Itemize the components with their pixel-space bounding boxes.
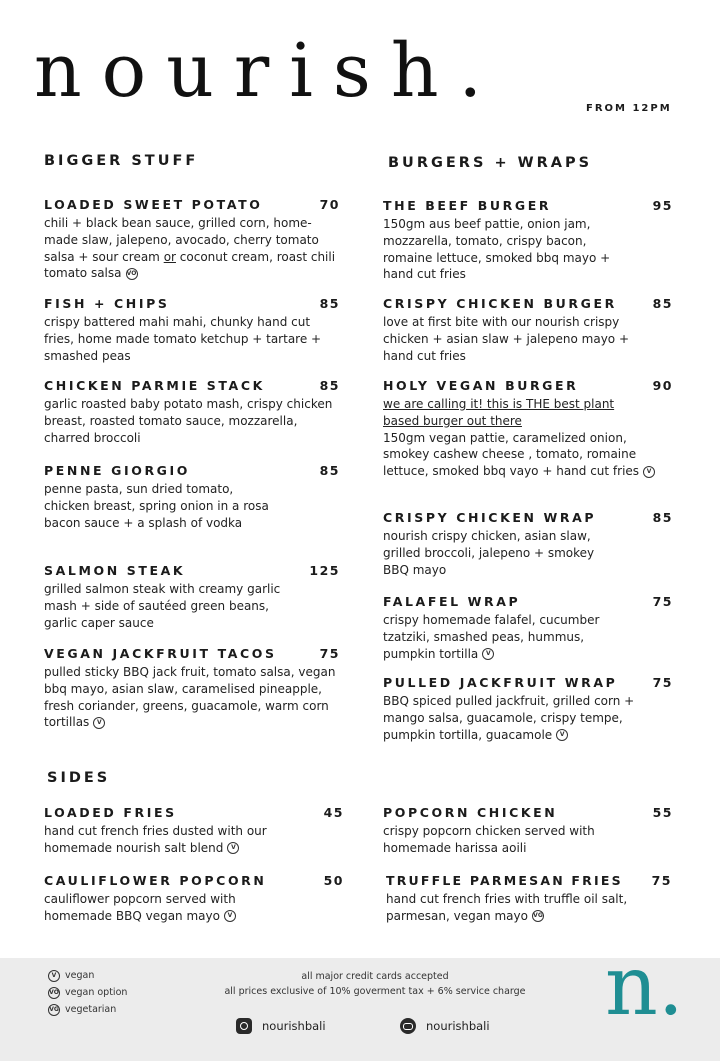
item-name: LOADED FRIES bbox=[44, 805, 177, 820]
item-price: 85 bbox=[319, 378, 340, 393]
item-price: 85 bbox=[319, 463, 340, 478]
vegan-option-icon: VO bbox=[126, 268, 138, 280]
item-price: 125 bbox=[309, 563, 340, 578]
legend-item: VG vegetarian bbox=[49, 1004, 117, 1015]
tripadvisor-icon bbox=[400, 1018, 416, 1034]
section-title-bigger-stuff: BIGGER STUFF bbox=[44, 153, 199, 169]
vegan-icon: V bbox=[643, 466, 655, 478]
menu-item bbox=[44, 805, 344, 857]
menu-item bbox=[383, 198, 673, 283]
menu-item bbox=[383, 510, 673, 578]
item-price: 75 bbox=[652, 594, 673, 609]
item-description: 150gm aus beef pattie, onion jam, mozzarella, tomato, crispy bacon, romaine lettuce, smoked bbq mayo + hand cut fries bbox=[383, 217, 611, 282]
vegan-icon: V bbox=[224, 910, 236, 922]
item-description: pulled sticky BBQ jack fruit, tomato salsa, vegan bbq mayo, asian slaw, caramelised pineapple, fresh coriander, greens, guacamole, warm corn tortillas V bbox=[44, 665, 336, 730]
instagram-handle[interactable]: nourishbali bbox=[236, 1018, 326, 1034]
menu-item bbox=[44, 563, 340, 631]
item-description: crispy battered mahi mahi, chunky hand cut fries, home made tomato ketchup + tartare + smashed peas bbox=[44, 315, 322, 363]
legend-item: VO vegan option bbox=[49, 987, 128, 998]
item-price: 85 bbox=[652, 510, 673, 525]
item-price: 75 bbox=[651, 873, 672, 888]
menu-item bbox=[386, 873, 672, 925]
item-name: FALAFEL WRAP bbox=[383, 594, 521, 609]
item-name: CAULIFLOWER POPCORN bbox=[44, 873, 267, 888]
vegan-icon: V bbox=[93, 717, 105, 729]
menu-item bbox=[44, 646, 340, 731]
item-price: 90 bbox=[652, 378, 673, 393]
tax-note: all prices exclusive of 10% goverment tax + 6% service charge bbox=[224, 986, 526, 997]
item-description: hand cut french fries dusted with our homemade nourish salt blend V bbox=[44, 824, 267, 855]
item-description: penne pasta, sun dried tomato, chicken breast, spring onion in a rosa bacon sauce + a splash of vodka bbox=[44, 482, 269, 530]
menu-item bbox=[383, 594, 673, 662]
dietary-legend bbox=[48, 967, 127, 1018]
section-title-sides: SIDES bbox=[47, 770, 111, 786]
menu-item bbox=[44, 873, 344, 925]
item-description: BBQ spiced pulled jackfruit, grilled corn + mango salsa, guacamole, crispy tempe, pumpkin tortilla, guacamole V bbox=[383, 694, 635, 742]
vegan-option-icon: VO bbox=[48, 987, 60, 999]
item-name: CRISPY CHICKEN BURGER bbox=[383, 296, 617, 311]
vegan-icon: V bbox=[227, 842, 239, 854]
vegetarian-icon: VG bbox=[48, 1004, 60, 1016]
item-name: VEGAN JACKFRUIT TACOS bbox=[44, 646, 277, 661]
vegan-icon: V bbox=[556, 729, 568, 741]
item-description: love at first bite with our nourish crispy chicken + asian slaw + jalepeno mayo + hand cut fries bbox=[383, 315, 629, 363]
item-name: TRUFFLE PARMESAN FRIES bbox=[386, 873, 623, 888]
opening-hours: FROM 12PM bbox=[586, 103, 672, 114]
item-price: 85 bbox=[652, 296, 673, 311]
payment-tax-note bbox=[200, 969, 550, 999]
item-description: 150gm vegan pattie, caramelized onion, smokey cashew cheese , tomato, romaine lettuce, smoked bbq vayo + hand cut fries V bbox=[383, 430, 673, 480]
vegan-icon: V bbox=[48, 970, 60, 982]
item-description: crispy homemade falafel, cucumber tzatziki, smashed peas, hummus, pumpkin tortilla V bbox=[383, 613, 600, 661]
menu-item bbox=[383, 378, 673, 480]
item-name: POPCORN CHICKEN bbox=[383, 805, 558, 820]
menu-item bbox=[44, 296, 340, 364]
item-description: crispy popcorn chicken served with homemade harissa aoili bbox=[383, 824, 595, 855]
nourish-logo: n. bbox=[605, 939, 684, 1034]
item-description: chili + black bean sauce, grilled corn, home-made slaw, jalepeno, avocado, cherry tomato salsa + sour cream or coconut cream, roast chili tomato salsa VO bbox=[44, 216, 336, 281]
item-price: 45 bbox=[323, 805, 344, 820]
item-description: nourish crispy chicken, asian slaw, grilled broccoli, jalepeno + smokey BBQ mayo bbox=[383, 529, 595, 577]
item-price: 50 bbox=[323, 873, 344, 888]
item-name: CHICKEN PARMIE STACK bbox=[44, 378, 265, 393]
menu-item bbox=[383, 675, 673, 743]
item-price: 75 bbox=[652, 675, 673, 690]
item-price: 70 bbox=[319, 197, 340, 212]
menu-item bbox=[383, 296, 673, 364]
item-price: 95 bbox=[652, 198, 673, 213]
item-price: 55 bbox=[652, 805, 673, 820]
item-price: 85 bbox=[319, 296, 340, 311]
section-title-burgers-wraps: BURGERS + WRAPS bbox=[388, 155, 593, 171]
item-name: PULLED JACKFRUIT WRAP bbox=[383, 675, 618, 690]
menu-item bbox=[44, 197, 340, 282]
item-description: grilled salmon steak with creamy garlic mash + side of sautéed green beans, garlic caper sauce bbox=[44, 582, 281, 630]
item-name: HOLY VEGAN BURGER bbox=[383, 378, 579, 393]
cards-note: all major credit cards accepted bbox=[301, 971, 449, 982]
item-name: THE BEEF BURGER bbox=[383, 198, 552, 213]
menu-item bbox=[44, 378, 340, 446]
vegetarian-icon: VG bbox=[532, 910, 544, 922]
item-description: garlic roasted baby potato mash, crispy chicken breast, roasted tomato sauce, mozzarella, charred broccoli bbox=[44, 397, 333, 445]
tripadvisor-handle[interactable]: nourishbali bbox=[400, 1018, 490, 1034]
vegan-icon: V bbox=[482, 648, 494, 660]
item-description: hand cut french fries with truffle oil salt, parmesan, vegan mayo VG bbox=[386, 892, 628, 923]
menu-item bbox=[383, 805, 673, 857]
item-name: FISH + CHIPS bbox=[44, 296, 170, 311]
item-description: cauliflower popcorn served with homemade BBQ vegan mayo V bbox=[44, 892, 236, 923]
item-name: CRISPY CHICKEN WRAP bbox=[383, 510, 597, 525]
item-name: LOADED SWEET POTATO bbox=[44, 197, 263, 212]
item-name: PENNE GIORGIO bbox=[44, 463, 191, 478]
item-tagline: we are calling it! this is THE best plant based burger out there bbox=[383, 397, 615, 428]
legend-item: V vegan bbox=[48, 967, 127, 984]
instagram-icon bbox=[236, 1018, 252, 1034]
item-price: 75 bbox=[319, 646, 340, 661]
item-name: SALMON STEAK bbox=[44, 563, 186, 578]
brand-title: nourish. bbox=[34, 28, 503, 114]
menu-item bbox=[44, 463, 340, 531]
